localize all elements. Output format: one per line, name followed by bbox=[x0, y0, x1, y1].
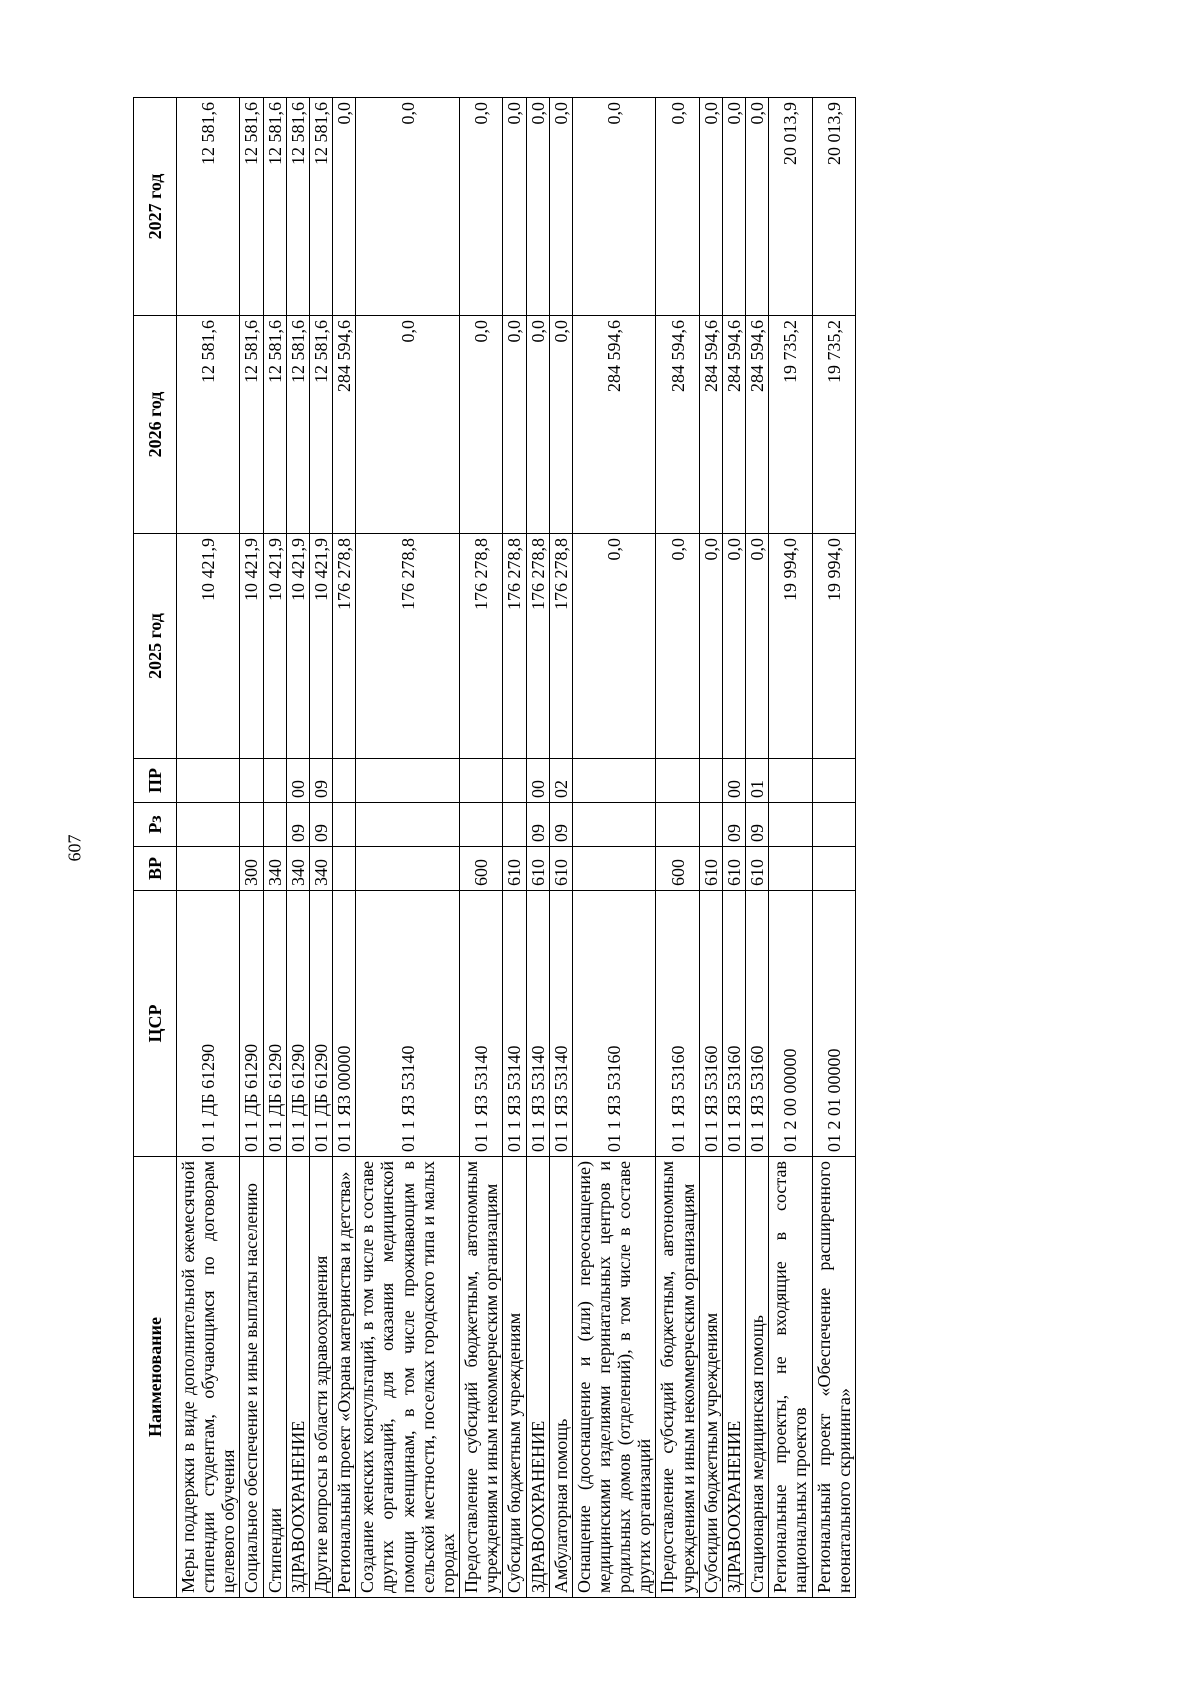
cell-y2025: 0,0 bbox=[572, 534, 656, 759]
table-row bbox=[240, 98, 263, 1598]
cell-y2027: 0,0 bbox=[549, 98, 572, 316]
cell-y2027: 0,0 bbox=[656, 98, 699, 316]
cell-pr bbox=[812, 759, 855, 803]
cell-rz: 09 bbox=[549, 803, 572, 847]
table-row bbox=[699, 98, 722, 1598]
cell-vr: 300 bbox=[240, 847, 263, 891]
cell-name: Меры поддержки в виде дополнительной ежемесячной стипендии студентам, обучающимся по договорам целевого обучения bbox=[177, 1157, 240, 1598]
header-2025: 2025 год bbox=[134, 534, 177, 759]
cell-csr: 01 1 ДБ 61290 bbox=[309, 891, 332, 1157]
header-2026: 2026 год bbox=[134, 316, 177, 534]
cell-rz: 09 bbox=[286, 803, 309, 847]
cell-pr: 09 bbox=[309, 759, 332, 803]
cell-vr: 600 bbox=[656, 847, 699, 891]
cell-y2027: 0,0 bbox=[746, 98, 769, 316]
cell-pr: 01 bbox=[746, 759, 769, 803]
cell-csr: 01 1 Я3 53140 bbox=[503, 891, 526, 1157]
cell-rz: 09 bbox=[309, 803, 332, 847]
cell-rz: 09 bbox=[746, 803, 769, 847]
cell-y2027: 12 581,6 bbox=[263, 98, 286, 316]
cell-y2026: 284 594,6 bbox=[722, 316, 745, 534]
table-row bbox=[503, 98, 526, 1598]
cell-rz bbox=[177, 803, 240, 847]
cell-y2025: 10 421,9 bbox=[263, 534, 286, 759]
cell-name: Создание женских консультаций, в том числе в составе других организаций, для оказания медицинской помощи женщинам, в том числе проживающим в сельской местности, поселках городского типа и малых городах bbox=[356, 1157, 460, 1598]
cell-y2026: 0,0 bbox=[549, 316, 572, 534]
cell-y2026: 12 581,6 bbox=[286, 316, 309, 534]
cell-pr bbox=[769, 759, 812, 803]
header-2027: 2027 год bbox=[134, 98, 177, 316]
cell-vr: 610 bbox=[699, 847, 722, 891]
cell-y2025: 0,0 bbox=[746, 534, 769, 759]
cell-y2026: 19 735,2 bbox=[812, 316, 855, 534]
budget-table bbox=[133, 97, 856, 1598]
cell-y2026: 12 581,6 bbox=[240, 316, 263, 534]
cell-y2025: 176 278,8 bbox=[333, 534, 356, 759]
cell-y2025: 19 994,0 bbox=[769, 534, 812, 759]
cell-csr: 01 1 ДБ 61290 bbox=[286, 891, 309, 1157]
cell-rz: 09 bbox=[722, 803, 745, 847]
table-row bbox=[746, 98, 769, 1598]
cell-name: Оснащение (дооснащение и (или) переоснащение) медицинскими изделиями перинатальных центров и родильных домов (отделений), в том числе в составе других организаций bbox=[572, 1157, 656, 1598]
cell-vr: 610 bbox=[549, 847, 572, 891]
cell-vr: 340 bbox=[309, 847, 332, 891]
cell-csr: 01 1 Я3 53140 bbox=[356, 891, 460, 1157]
cell-vr bbox=[812, 847, 855, 891]
cell-pr bbox=[699, 759, 722, 803]
cell-y2027: 0,0 bbox=[572, 98, 656, 316]
cell-name: Субсидии бюджетным учреждениям bbox=[503, 1157, 526, 1598]
table-row bbox=[572, 98, 656, 1598]
cell-pr bbox=[656, 759, 699, 803]
cell-rz bbox=[699, 803, 722, 847]
cell-y2027: 0,0 bbox=[503, 98, 526, 316]
cell-name: Социальное обеспечение и иные выплаты населению bbox=[240, 1157, 263, 1598]
cell-name: ЗДРАВООХРАНЕНИЕ bbox=[526, 1157, 549, 1598]
cell-vr bbox=[769, 847, 812, 891]
cell-y2026: 284 594,6 bbox=[699, 316, 722, 534]
cell-pr bbox=[177, 759, 240, 803]
cell-y2027: 12 581,6 bbox=[177, 98, 240, 316]
header-name: Наименование bbox=[134, 1157, 177, 1598]
cell-y2025: 176 278,8 bbox=[503, 534, 526, 759]
cell-pr bbox=[356, 759, 460, 803]
cell-csr: 01 1 Я3 53160 bbox=[722, 891, 745, 1157]
page-number: 607 bbox=[64, 834, 85, 862]
cell-y2026: 12 581,6 bbox=[263, 316, 286, 534]
cell-y2027: 12 581,6 bbox=[309, 98, 332, 316]
cell-name: Региональные проекты, не входящие в состав национальных проектов bbox=[769, 1157, 812, 1598]
cell-y2026: 284 594,6 bbox=[656, 316, 699, 534]
cell-y2027: 0,0 bbox=[526, 98, 549, 316]
table-body bbox=[177, 98, 856, 1598]
cell-y2026: 0,0 bbox=[526, 316, 549, 534]
table-row bbox=[812, 98, 855, 1598]
table-row bbox=[333, 98, 356, 1598]
cell-y2025: 0,0 bbox=[722, 534, 745, 759]
cell-y2026: 0,0 bbox=[460, 316, 503, 534]
cell-y2026: 12 581,6 bbox=[309, 316, 332, 534]
cell-name: Другие вопросы в области здравоохранения bbox=[309, 1157, 332, 1598]
cell-y2027: 20 013,9 bbox=[812, 98, 855, 316]
cell-rz bbox=[460, 803, 503, 847]
cell-y2025: 0,0 bbox=[699, 534, 722, 759]
cell-csr: 01 1 ДБ 61290 bbox=[240, 891, 263, 1157]
cell-y2025: 176 278,8 bbox=[356, 534, 460, 759]
table-row bbox=[309, 98, 332, 1598]
cell-name: Региональный проект «Охрана материнства и детства» bbox=[333, 1157, 356, 1598]
cell-y2026: 284 594,6 bbox=[333, 316, 356, 534]
cell-csr: 01 1 Я3 00000 bbox=[333, 891, 356, 1157]
cell-rz bbox=[572, 803, 656, 847]
cell-y2025: 0,0 bbox=[656, 534, 699, 759]
cell-vr bbox=[356, 847, 460, 891]
cell-rz bbox=[356, 803, 460, 847]
cell-y2027: 0,0 bbox=[356, 98, 460, 316]
cell-vr: 610 bbox=[746, 847, 769, 891]
header-vr: ВР bbox=[134, 847, 177, 891]
cell-y2027: 0,0 bbox=[460, 98, 503, 316]
cell-y2026: 0,0 bbox=[503, 316, 526, 534]
cell-csr: 01 1 Я3 53160 bbox=[572, 891, 656, 1157]
cell-rz bbox=[503, 803, 526, 847]
header-pr: ПР bbox=[134, 759, 177, 803]
cell-y2027: 0,0 bbox=[722, 98, 745, 316]
header-csr: ЦСР bbox=[134, 891, 177, 1157]
cell-name: Амбулаторная помощь bbox=[549, 1157, 572, 1598]
cell-name: Региональный проект «Обеспечение расширенного неонатального скрининга» bbox=[812, 1157, 855, 1598]
cell-rz bbox=[263, 803, 286, 847]
cell-pr: 02 bbox=[549, 759, 572, 803]
cell-vr bbox=[572, 847, 656, 891]
cell-name: Предоставление субсидий бюджетным, автономным учреждениям и иным некоммерческим организациям bbox=[460, 1157, 503, 1598]
cell-y2025: 10 421,9 bbox=[177, 534, 240, 759]
cell-y2026: 12 581,6 bbox=[177, 316, 240, 534]
cell-y2025: 176 278,8 bbox=[526, 534, 549, 759]
cell-pr bbox=[263, 759, 286, 803]
cell-vr: 610 bbox=[503, 847, 526, 891]
cell-pr bbox=[333, 759, 356, 803]
cell-y2025: 176 278,8 bbox=[460, 534, 503, 759]
cell-y2025: 10 421,9 bbox=[309, 534, 332, 759]
cell-csr: 01 1 ДБ 61290 bbox=[263, 891, 286, 1157]
table-row bbox=[263, 98, 286, 1598]
cell-y2027: 0,0 bbox=[699, 98, 722, 316]
cell-vr bbox=[177, 847, 240, 891]
cell-name: ЗДРАВООХРАНЕНИЕ bbox=[722, 1157, 745, 1598]
cell-name: ЗДРАВООХРАНЕНИЕ bbox=[286, 1157, 309, 1598]
cell-rz bbox=[769, 803, 812, 847]
cell-rz: 09 bbox=[526, 803, 549, 847]
cell-vr: 340 bbox=[263, 847, 286, 891]
cell-csr: 01 2 01 00000 bbox=[812, 891, 855, 1157]
cell-rz bbox=[240, 803, 263, 847]
table-row bbox=[286, 98, 309, 1598]
cell-csr: 01 1 Я3 53140 bbox=[526, 891, 549, 1157]
table-row bbox=[722, 98, 745, 1598]
cell-y2025: 19 994,0 bbox=[812, 534, 855, 759]
header-rz: Рз bbox=[134, 803, 177, 847]
cell-vr: 340 bbox=[286, 847, 309, 891]
cell-y2026: 0,0 bbox=[356, 316, 460, 534]
cell-rz bbox=[812, 803, 855, 847]
cell-y2027: 12 581,6 bbox=[286, 98, 309, 316]
cell-name: Предоставление субсидий бюджетным, автономным учреждениям и иным некоммерческим организациям bbox=[656, 1157, 699, 1598]
cell-csr: 01 1 Я3 53160 bbox=[746, 891, 769, 1157]
cell-y2027: 20 013,9 bbox=[769, 98, 812, 316]
cell-vr bbox=[333, 847, 356, 891]
table-row bbox=[769, 98, 812, 1598]
cell-y2026: 284 594,6 bbox=[746, 316, 769, 534]
cell-rz bbox=[333, 803, 356, 847]
cell-rz bbox=[656, 803, 699, 847]
cell-name: Стипендии bbox=[263, 1157, 286, 1598]
cell-pr bbox=[503, 759, 526, 803]
table-row bbox=[460, 98, 503, 1598]
cell-vr: 600 bbox=[460, 847, 503, 891]
table-header-row bbox=[134, 98, 177, 1598]
cell-pr: 00 bbox=[286, 759, 309, 803]
cell-pr bbox=[240, 759, 263, 803]
cell-vr: 610 bbox=[526, 847, 549, 891]
table-row bbox=[656, 98, 699, 1598]
table-row bbox=[356, 98, 460, 1598]
cell-csr: 01 1 Я3 53160 bbox=[699, 891, 722, 1157]
rotated-table-wrapper bbox=[133, 98, 1033, 1598]
cell-csr: 01 1 Я3 53160 bbox=[656, 891, 699, 1157]
cell-y2026: 284 594,6 bbox=[572, 316, 656, 534]
cell-y2025: 10 421,9 bbox=[286, 534, 309, 759]
cell-name: Субсидии бюджетным учреждениям bbox=[699, 1157, 722, 1598]
cell-pr: 00 bbox=[526, 759, 549, 803]
cell-csr: 01 2 00 00000 bbox=[769, 891, 812, 1157]
cell-y2026: 19 735,2 bbox=[769, 316, 812, 534]
cell-y2027: 12 581,6 bbox=[240, 98, 263, 316]
cell-pr bbox=[572, 759, 656, 803]
cell-y2025: 176 278,8 bbox=[549, 534, 572, 759]
cell-y2025: 10 421,9 bbox=[240, 534, 263, 759]
cell-name: Стационарная медицинская помощь bbox=[746, 1157, 769, 1598]
cell-csr: 01 1 Я3 53140 bbox=[460, 891, 503, 1157]
cell-y2027: 0,0 bbox=[333, 98, 356, 316]
cell-csr: 01 1 Я3 53140 bbox=[549, 891, 572, 1157]
table-row bbox=[177, 98, 240, 1598]
cell-vr: 610 bbox=[722, 847, 745, 891]
cell-pr bbox=[460, 759, 503, 803]
cell-pr: 00 bbox=[722, 759, 745, 803]
table-row bbox=[526, 98, 549, 1598]
cell-csr: 01 1 ДБ 61290 bbox=[177, 891, 240, 1157]
table-row bbox=[549, 98, 572, 1598]
